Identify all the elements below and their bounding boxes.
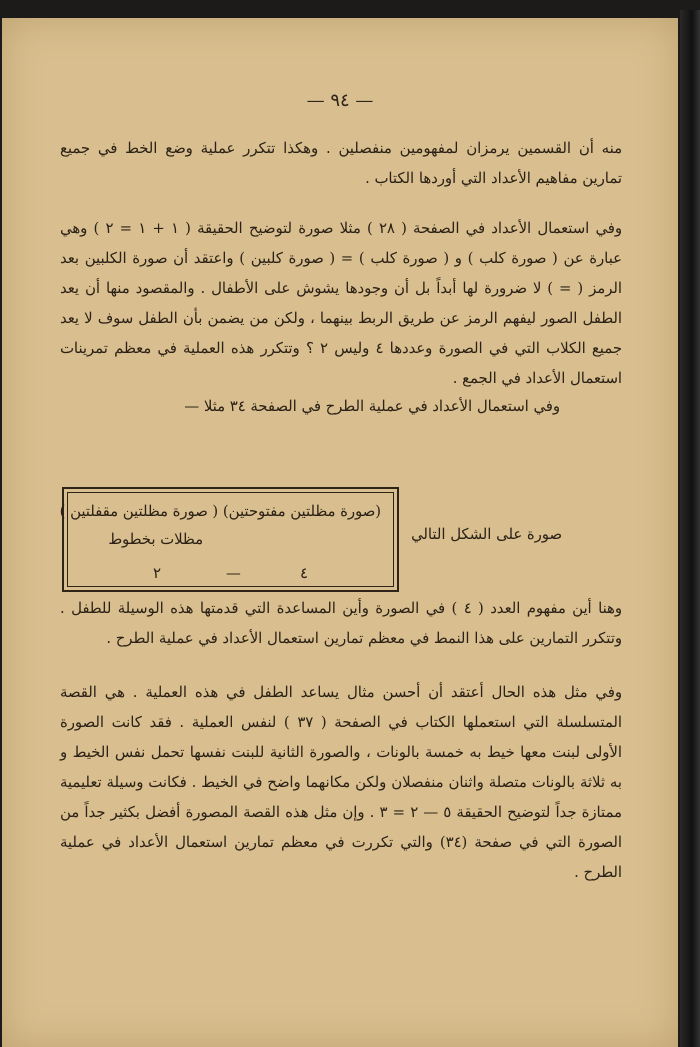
paragraph-5 [60, 678, 622, 888]
paragraph-text: وهنا أين مفهوم العدد ( ٤ ) في الصورة وأين المساعدة التي قدمتها هذه الوسيلة للطفل . وتتكرر التمارين على هذا النمط في معظم تمارين استعمال الأعداد في عملية الطرح . [60, 600, 622, 647]
figure-inner-border [59, 492, 394, 587]
paragraph-text: وفي استعمال الأعداد في عملية الطرح في الصفحة ٣٤ مثلا — [184, 398, 560, 415]
paragraph-text: وفي مثل هذه الحال أعتقد أن أحسن مثال يساعد الطفل في هذه العملية . هي القصة المتسلسلة التي استعملها الكتاب في الصفحة ( ٣٧ ) لنفس العملية . فقد كانت الصورة الأولى لبنت معها خيط به خمسة بالونات ، والصورة الثانية للبنت نفسها تحمل نفس الخيط و به ثلاثة بالونات متصلة واثنان منفصلان ولكن مكانهما واضح في الخيط . فكانت وسيلة تعليمية ممتازة جداً لتوضيح الحقيقة ٥ — ٢ = ٣ . وإن مثل هذه القصة المصورة أفضل بكثير جداً من الصورة التي في صفحة (٣٤) والتي تكررت في معظم تمارين استعمال الأعداد في عملية الطرح . [60, 684, 622, 881]
page-number: — ٩٤ — [306, 90, 374, 111]
figure-line-striped: مظلات بخطوط [108, 531, 203, 548]
figure-minus-sign: — [226, 565, 241, 582]
book-page [2, 18, 678, 1047]
paragraph-4 [60, 594, 622, 654]
paragraph-1 [60, 134, 622, 194]
figure-caption: صورة على الشكل التالي [411, 526, 562, 543]
figure-frame [59, 487, 399, 592]
paragraph-2 [60, 214, 622, 394]
figure-line-umbrellas: (صورة مظلتين مفتوحتين) ( صورة مظلتين مقفلتين ) [59, 503, 381, 520]
paragraph-text: منه أن القسمين يرمزان لمفهومين منفصلين . وهكذا تتكرر عملية وضع الخط في جميع تمارين مفاهيم الأعداد التي أوردها الكتاب . [60, 140, 622, 187]
figure-number-two: ٢ [153, 565, 161, 582]
figure-number-four: ٤ [300, 565, 308, 582]
paragraph-text: وفي استعمال الأعداد في الصفحة ( ٢٨ ) مثلا صورة لتوضيح الحقيقة ( ١ + ١ = ٢ ) وهي عبارة عن ( صورة كلب ) و ( صورة كلب ) = ( صورة كلبين ) واعتقد أن صورة الكلبين بعد الرمز ( = ) لا ضرورة لها أبداً بل أن وجودها يشوش على الأطفال . والمقصود منها أن يعد الطفل الصور ليفهم الرمز عن طريق الربط بينهما ، ولكن من يضمن بأن الطفل سوف لا يعد جميع الكلاب التي في الصورة وعددها ٤ وليس ٢ ؟ وتتكرر هذه العملية في معظم تمرينات استعمال الأعداد في الجمع . [60, 220, 623, 387]
paragraph-3 [60, 392, 560, 422]
page-edge-shadow [680, 10, 700, 1047]
